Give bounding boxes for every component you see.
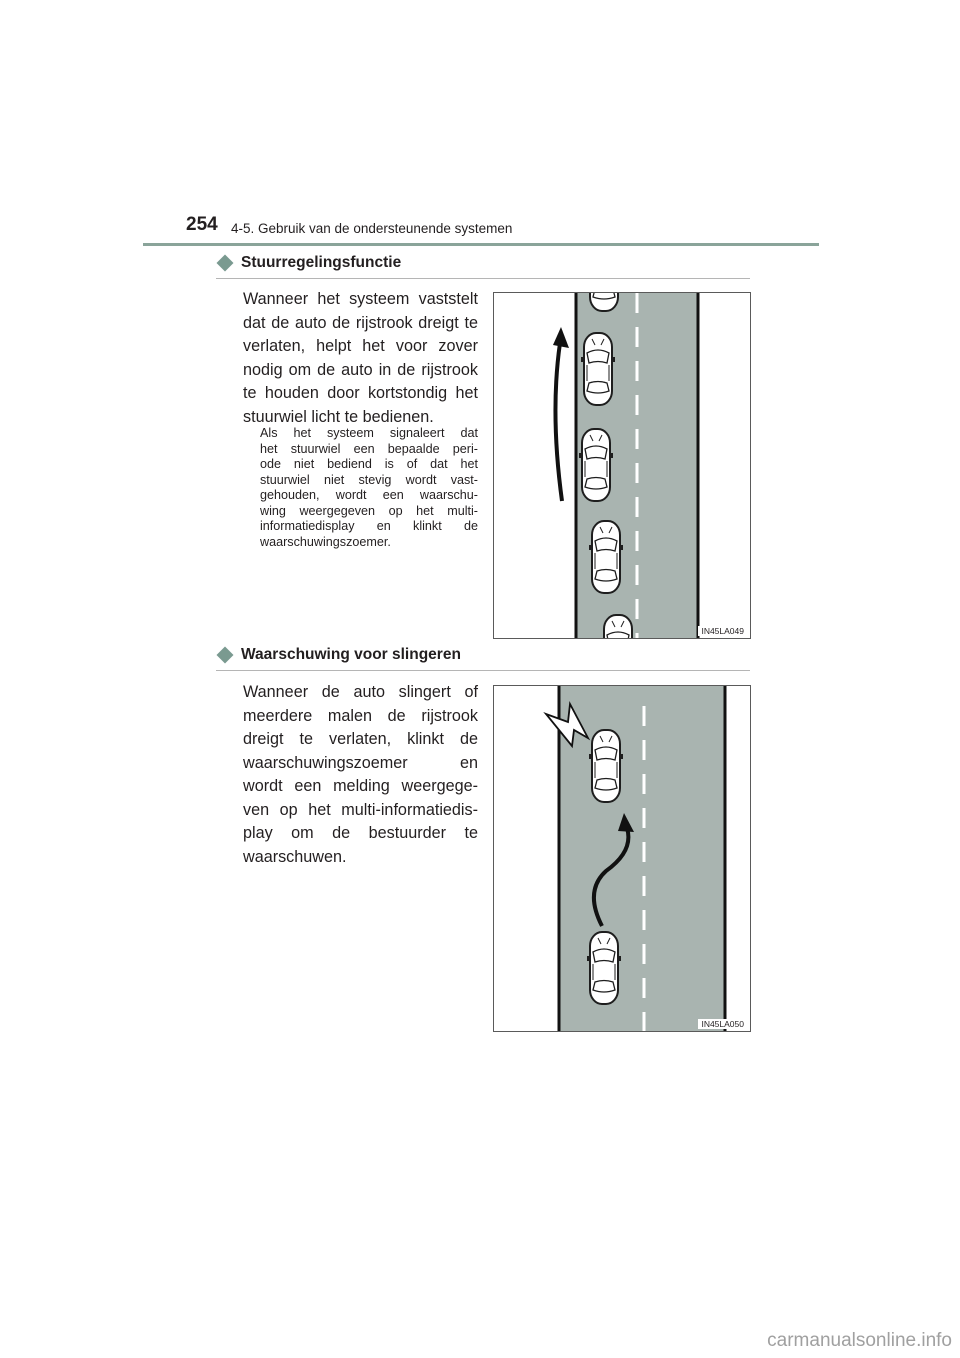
body-line: dat de auto de rijstrook dreigt te — [243, 313, 478, 332]
note-line: stuurwiel niet stevig wordt vast- — [260, 472, 478, 487]
section-heading-steering — [216, 254, 750, 279]
steering-arrow-icon — [555, 343, 562, 501]
section-heading-sway — [216, 646, 750, 671]
body-line: nodig om de auto in de rijstrook — [243, 360, 478, 379]
diamond-bullet-icon — [217, 647, 234, 664]
note-line: informatiedisplay en klinkt de — [260, 519, 478, 533]
figure-code: IN45LA050 — [698, 1019, 747, 1029]
note-line: gehouden, wordt een waarschu- — [260, 488, 478, 502]
body-line: stuurwiel licht te bedienen. — [243, 407, 434, 426]
section-body-text — [243, 288, 478, 429]
header-rule — [143, 243, 819, 246]
body-line: te houden door kortstondig het — [243, 384, 478, 402]
road-surface — [559, 686, 725, 1031]
body-line: ven op het multi-informatiedis- — [243, 800, 478, 819]
body-line: waarschuwingszoemer en — [243, 753, 478, 772]
car-icon — [587, 932, 621, 1004]
section-note-text — [260, 426, 478, 550]
section-heading-label: Stuurregelingsfunctie — [241, 254, 402, 271]
body-line: play om de bestuurder te — [243, 824, 478, 842]
body-line: Wanneer de auto slingert of — [243, 683, 478, 701]
sway-warning-illustration — [494, 686, 750, 1031]
body-line: verlaten, helpt het voor zover — [243, 337, 478, 355]
car-icon — [589, 730, 623, 802]
note-line: wing weergegeven op het multi- — [260, 503, 478, 518]
car-icon — [579, 429, 613, 501]
note-line: waarschuwingszoemer. — [260, 534, 391, 549]
note-line: het stuurwiel een bepaalde peri- — [260, 441, 478, 456]
chapter-title: 4-5. Gebruik van de ondersteunende systemen — [231, 221, 513, 236]
body-line: wordt een melding weergege- — [243, 777, 478, 795]
page-number: 254 — [186, 214, 218, 235]
lane-steering-illustration — [494, 293, 750, 638]
body-line: waarschuwen. — [243, 847, 347, 866]
watermark: carmanualsonline.info — [767, 1330, 952, 1351]
car-icon — [589, 521, 623, 593]
note-line: Als het systeem signaleert dat — [260, 426, 478, 440]
body-line: meerdere malen de rijstrook — [243, 706, 478, 725]
figure-sway-warning — [493, 685, 751, 1032]
arrow-head-icon — [553, 327, 569, 348]
diamond-bullet-icon — [217, 255, 234, 272]
body-line: Wanneer het systeem vaststelt — [243, 290, 478, 308]
body-line: dreigt te verlaten, klinkt de — [243, 730, 478, 748]
section-heading-label: Waarschuwing voor slingeren — [241, 646, 461, 663]
car-icon — [581, 333, 615, 405]
section-body-text — [243, 681, 478, 869]
figure-code: IN45LA049 — [698, 626, 747, 636]
note-line: ode niet bediend is of dat het — [260, 457, 478, 471]
figure-lane-steering — [493, 292, 751, 639]
